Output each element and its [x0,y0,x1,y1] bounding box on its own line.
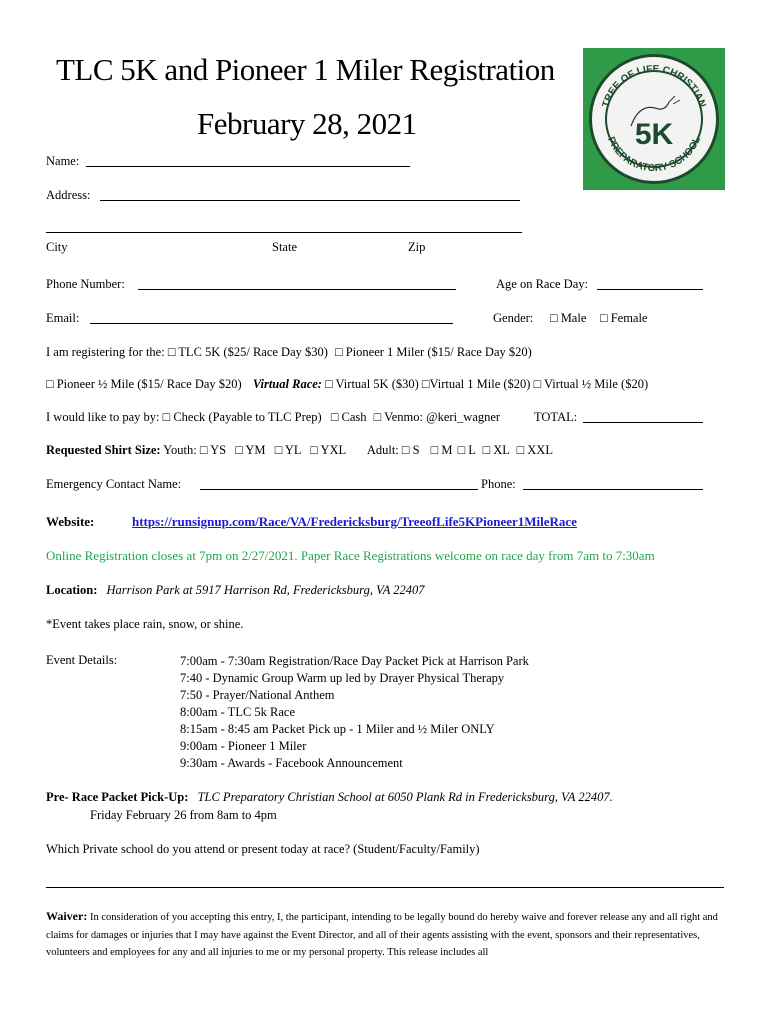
location-label: Location: [46,583,98,597]
youth-label: Youth: [163,443,197,457]
registration-row-2 [46,377,648,392]
option-virtual-half-mile[interactable]: □ Virtual ½ Mile ($20) [533,377,649,391]
virtual-race-label: Virtual Race: [252,377,322,391]
school-answer-field[interactable] [46,887,724,888]
weather-note: *Event takes place rain, snow, or shine. [46,617,244,631]
address-field[interactable] [100,200,520,201]
logo-emblem-icon [583,48,725,190]
option-5k[interactable]: □ TLC 5K ($25/ Race Day $30) [167,345,328,359]
waiver-text: In consideration of you accepting this entry, I, the participant, intending to be legally bound do hereby waive and forever release any and all right and claims for damages or injuries that I may have against the Event Director, and all of their agents assisting with the event, sponsors and their representatives, volunteers and employees for any and all injuries to me or my personal property. This release includes all [46,912,718,958]
emergency-phone-label: Phone: [481,477,516,491]
shirt-size-row [46,443,553,458]
option-virtual-5k[interactable]: □ Virtual 5K ($30) [325,377,419,391]
size-l[interactable]: □ L [457,443,476,457]
gender-label: Gender: [493,311,534,325]
schedule-item: 7:50 - Prayer/National Anthem [180,688,335,702]
phone-field[interactable] [138,289,456,290]
size-xxl[interactable]: □ XXL [516,443,553,457]
state-label: State [272,240,297,254]
registration-notice: Online Registration closes at 7pm on 2/27/2021. Paper Race Registrations welcome on race day from 7am to 7:30am [46,548,655,563]
registration-label: I am registering for the: [46,345,165,359]
zip-label: Zip [408,240,426,254]
option-virtual-1-mile[interactable]: □Virtual 1 Mile ($20) [421,377,531,391]
website-label: Website: [46,514,95,529]
registration-row [46,345,532,360]
svg-text:TREE OF LIFE CHRISTIAN: TREE OF LIFE CHRISTIAN [600,63,708,109]
location-row [46,583,425,598]
gender-female-option[interactable]: □ Female [600,311,648,325]
pay-check-option[interactable]: □ Check (Payable to TLC Prep) [162,410,322,424]
payment-label: I would like to pay by: [46,410,160,424]
event-schedule [180,653,529,772]
schedule-item: 8:00am - TLC 5k Race [180,705,296,719]
name-label: Name: [46,154,80,168]
schedule-item: 7:00am - 7:30am Registration/Race Day Packet Pick at Harrison Park [180,654,529,668]
address-label: Address: [46,188,91,202]
size-ys[interactable]: □ YS [199,443,227,457]
pay-cash-option[interactable]: □ Cash [330,410,367,424]
address-field-line2[interactable] [46,232,522,233]
size-yl[interactable]: □ YL [274,443,302,457]
total-label: TOTAL: [534,410,578,424]
option-half-mile[interactable]: □ Pioneer ½ Mile ($15/ Race Day $20) [46,377,242,391]
schedule-item: 9:00am - Pioneer 1 Miler [180,739,307,753]
city-label: City [46,240,68,254]
age-label: Age on Race Day: [496,277,588,291]
form-title: TLC 5K and Pioneer 1 Miler Registration [56,52,555,87]
payment-row [46,410,500,425]
email-label: Email: [46,311,80,325]
packet-pickup-row [46,790,613,805]
size-ym[interactable]: □ YM [235,443,266,457]
phone-label: Phone Number: [46,277,125,291]
shirt-size-label: Requested Shirt Size: [46,443,161,457]
adult-label: Adult: [366,443,399,457]
email-field[interactable] [90,323,453,324]
emergency-contact-field[interactable] [200,489,478,490]
emergency-contact-label: Emergency Contact Name: [46,477,182,491]
total-field[interactable] [583,422,703,423]
size-yxl[interactable]: □ YXL [310,443,346,457]
size-s[interactable]: □ S [401,443,420,457]
age-field[interactable] [597,289,703,290]
packet-pickup-location: TLC Preparatory Christian School at 6050 Plank Rd in Fredericksburg, VA 22407. [197,790,613,804]
schedule-item: 8:15am - 8:45 am Packet Pick up - 1 Miler and ½ Miler ONLY [180,722,495,736]
packet-pickup-label: Pre- Race Packet Pick-Up: [46,790,189,804]
emergency-phone-field[interactable] [523,489,703,490]
option-1-miler[interactable]: □ Pioneer 1 Miler ($15/ Race Day $20) [335,345,532,359]
school-logo [583,48,725,190]
size-m[interactable]: □ M [430,443,453,457]
event-details-label: Event Details: [46,653,118,667]
packet-pickup-time: Friday February 26 from 8am to 4pm [90,808,277,822]
pay-venmo-option[interactable]: □ Venmo: @keri_wagner [373,410,501,424]
website-link[interactable]: https://runsignup.com/Race/VA/Fredericksburg/TreeofLife5KPioneer1MileRace [132,514,577,529]
svg-text:5K: 5K [634,118,674,151]
svg-text:PREPARATORY SCHOOL: PREPARATORY SCHOOL [604,135,703,175]
schedule-item: 7:40 - Dynamic Group Warm up led by Drayer Physical Therapy [180,671,505,685]
size-xl[interactable]: □ XL [482,443,510,457]
school-question: Which Private school do you attend or present today at race? (Student/Faculty/Family) [46,842,480,856]
event-date: February 28, 2021 [197,106,417,141]
waiver-paragraph [46,908,726,962]
name-field[interactable] [86,166,410,167]
schedule-item: 9:30am - Awards - Facebook Announcement [180,756,403,770]
location-value: Harrison Park at 5917 Harrison Rd, Fredericksburg, VA 22407 [106,583,425,597]
gender-male-option[interactable]: □ Male [550,311,587,325]
waiver-label: Waiver: [46,909,88,923]
